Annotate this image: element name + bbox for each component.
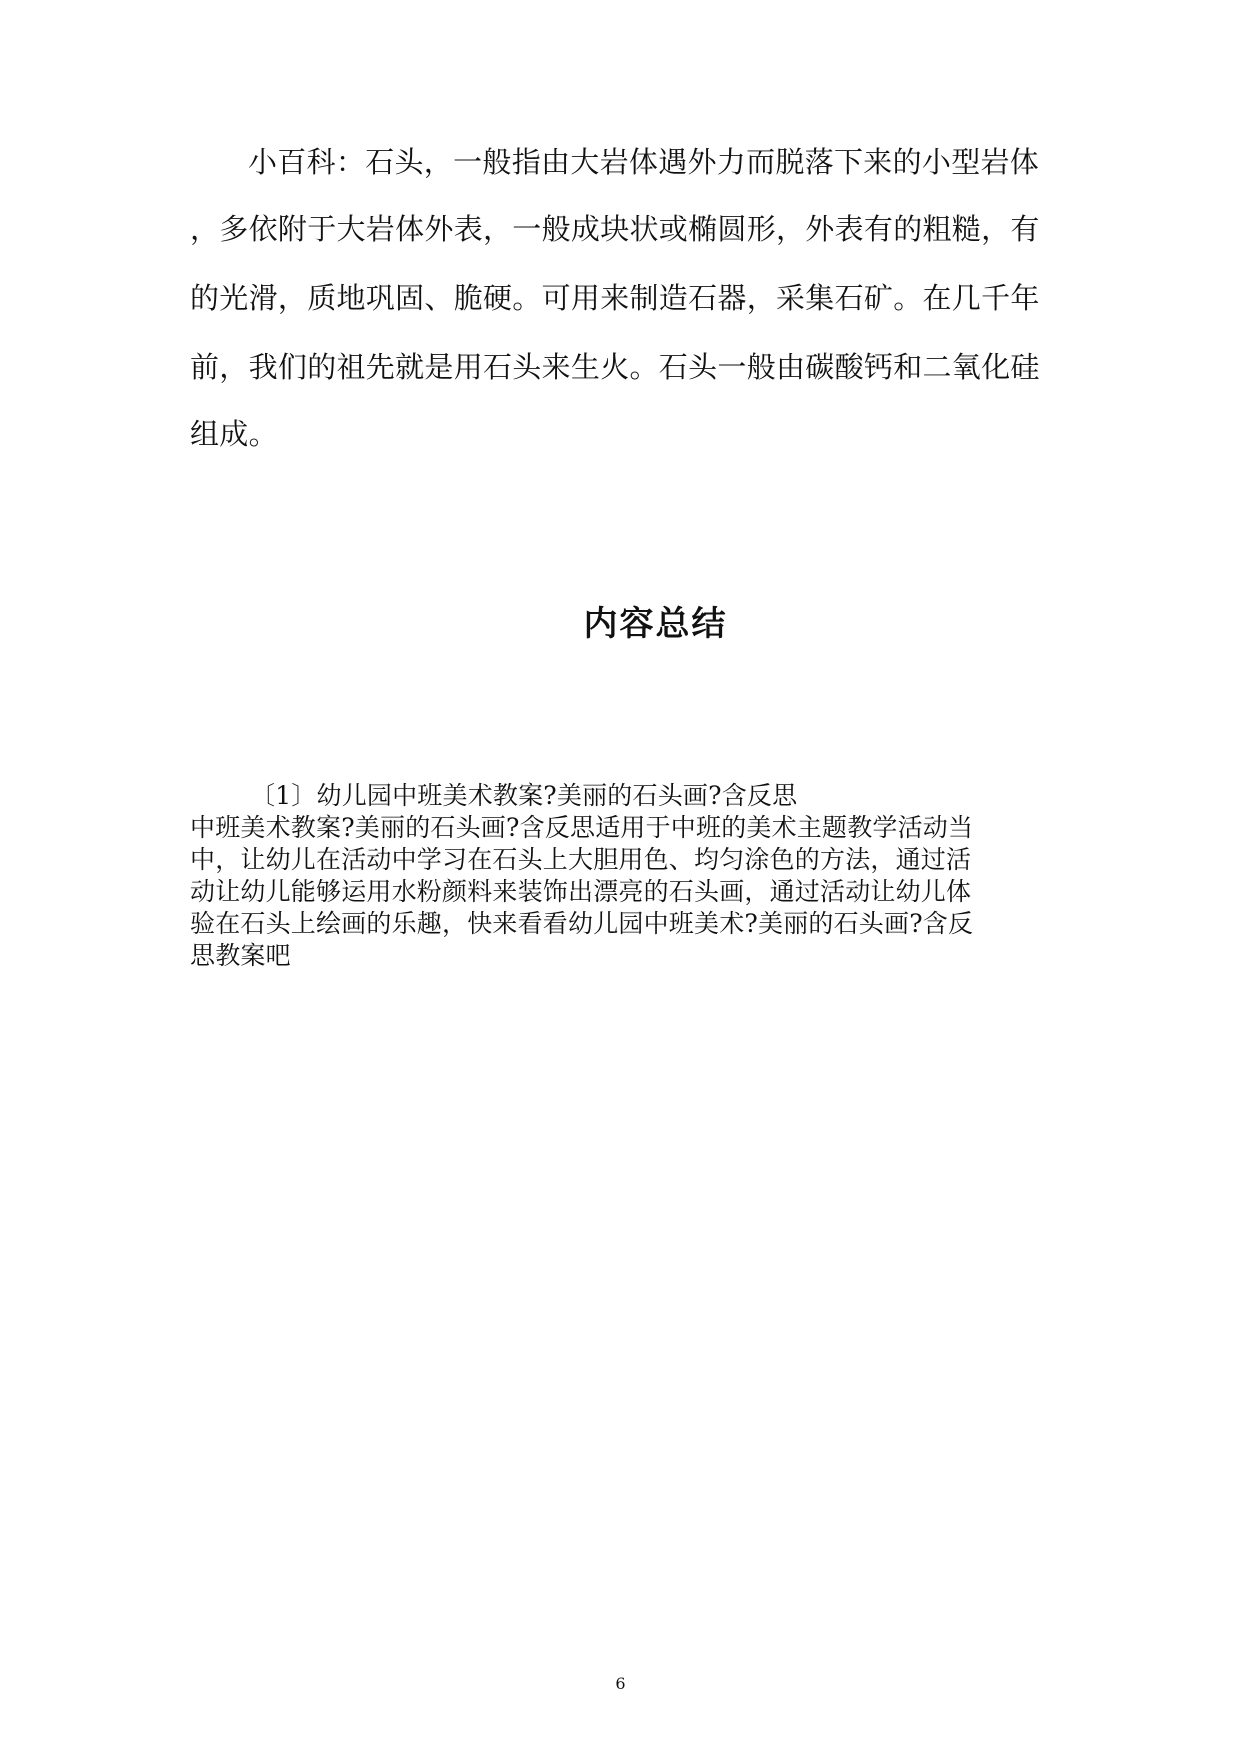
section-heading: 内容总结 (583, 604, 728, 644)
encyclopedia-paragraph (190, 0, 1050, 520)
page-number: 6 (615, 1674, 626, 1693)
summary-line: 中，让幼儿在活动中学习在石头上大胆用色、均匀涂色的方法，通过活 (190, 845, 972, 874)
paragraph-line: 小百科：石头，一般指由大岩体遇外力而脱落下来的小型岩体 (248, 145, 1040, 179)
summary-line: 验在石头上绘画的乐趣，快来看看幼儿园中班美术?美丽的石头画?含反 (190, 909, 974, 938)
paragraph-line: 前，我们的祖先就是用石头来生火。石头一般由碳酸钙和二氧化硅 (190, 350, 1040, 384)
summary-line: 思教案吧 (190, 941, 291, 970)
paragraph-line: ，多依附于大岩体外表，一般成块状或椭圆形，外表有的粗糙，有 (190, 212, 1040, 246)
summary-line: 中班美术教案?美丽的石头画?含反思适用于中班的美术主题教学活动当 (190, 813, 974, 842)
summary-line: 〔1〕幼儿园中班美术教案?美丽的石头画?含反思 (250, 781, 798, 810)
paragraph-line: 组成。 (190, 417, 278, 451)
summary-line: 动让幼儿能够运用水粉颜料来装饰出漂亮的石头画，通过活动让幼儿体 (190, 877, 972, 906)
paragraph-line: 的光滑，质地巩固、脆硬。可用来制造石器，采集石矿。在几千年 (190, 281, 1040, 315)
summary-paragraph (190, 780, 1050, 972)
